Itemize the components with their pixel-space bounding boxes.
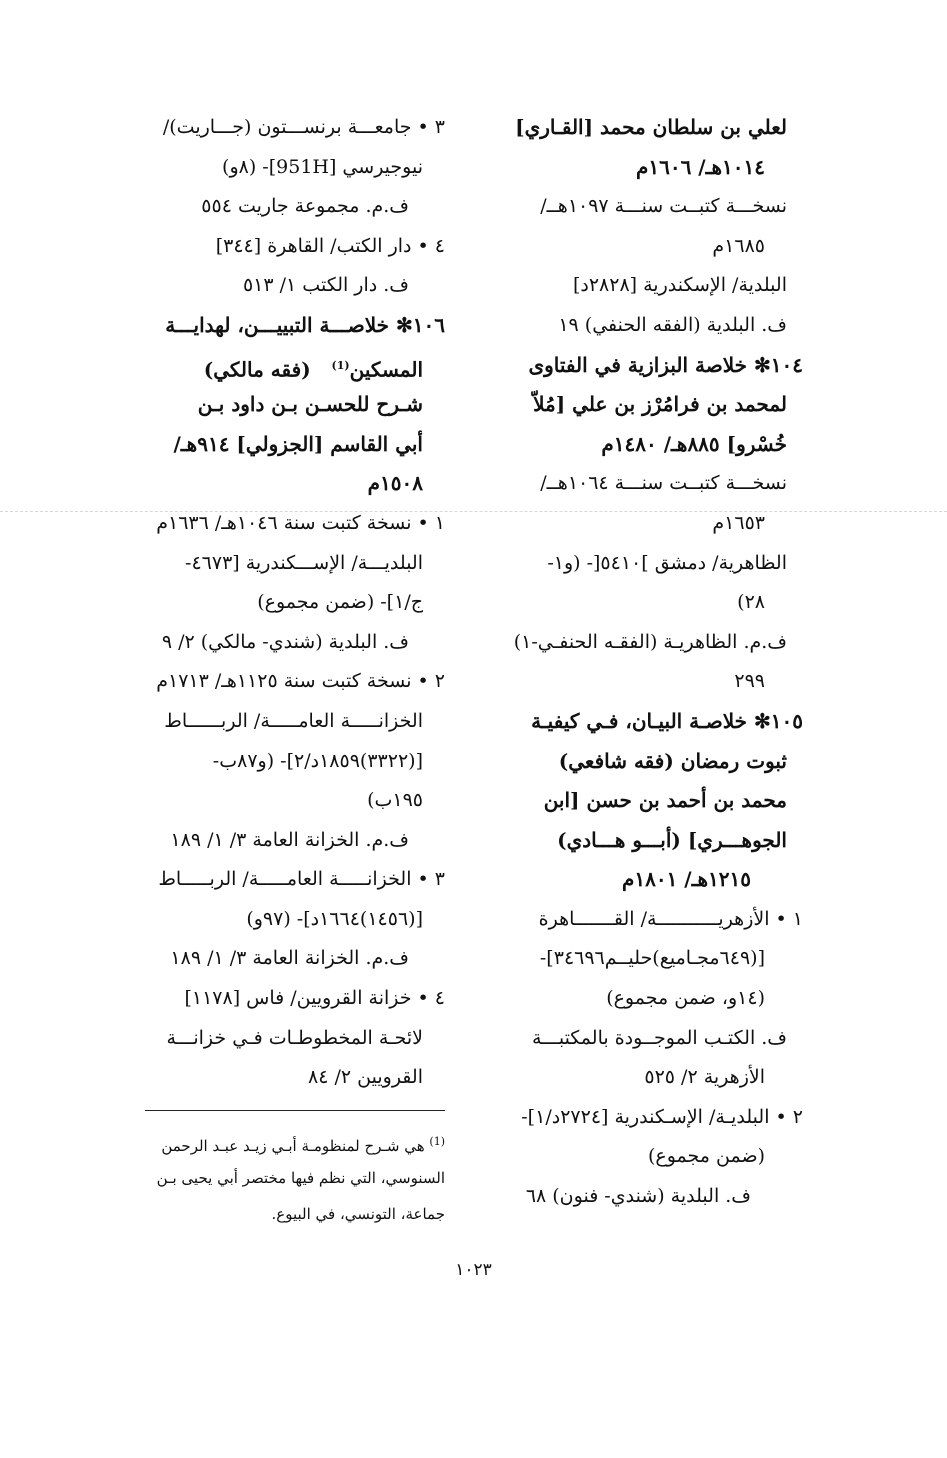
left-column-line: المسكين$^{(1)}$ (فقه مالكي)	[203, 357, 423, 382]
left-column-line: لائحـة المخطوطـات فـي خزانـــة	[166, 1026, 423, 1049]
left-column-line: ٤ • دار الكتب/ القاهرة [٣٤٤]	[215, 234, 445, 257]
left-column	[107, 108, 445, 1098]
right-column-line: ف.م. الظاهريـة (الفقـه الحنفـي-١)	[513, 630, 787, 653]
left-column-line: [(١٤٥٦)١٦٦٤د]- (٩٧و)	[246, 907, 423, 930]
left-column-line: ٣ • الخزانـــــة العامـــــة/ الربـــــاط	[158, 868, 445, 891]
right-column-line: ١٠٤✻ خلاصة البزازية في الفتاوى	[528, 352, 803, 377]
footnote-line-3: جماعة، التونسي، في البيوع.	[271, 1205, 445, 1223]
right-column-line: الظاهرية/ دمشق ]٥٤١٠[- (و١-	[547, 551, 787, 574]
left-column-line: ف. دار الكتب ١/ ٥١٣	[242, 274, 409, 297]
right-column-line: ١٠١٤هـ/ ١٦٠٦م	[635, 154, 765, 179]
footnote-separator	[145, 1110, 445, 1111]
left-column-line: الخزانـــــة العامـــــة/ الربــــــاط	[164, 709, 423, 732]
footnote-line-2: السنوسي، التي نظم فيها مختصر أبي يحيى بـن	[156, 1169, 445, 1187]
left-column-line: البلديـــة/ الإســـكندرية [٤٦٧٣-	[185, 551, 423, 574]
right-column-line: ف. البلدية (شندي- فنون) ٦٨	[525, 1185, 751, 1208]
left-column-line: ٤ • خزانة القرويين/ فاس [١١٧٨]	[184, 987, 445, 1010]
right-column-line: الجوهـــري] (أبـــو هـــادي)	[557, 827, 787, 852]
left-column-line: شـرح للحسـن بـن داود بـن	[197, 392, 423, 417]
left-column-line: ج/١]- (ضمن مجموع)	[257, 591, 423, 614]
footnote-line-1: $^{(1)}$ هي شـرح لمنظومـة أبـي زيـد عبـد الرحمن	[161, 1135, 445, 1155]
left-column-line: ف. البلدية (شندي- مالكي) ٢/ ٩	[161, 630, 409, 653]
right-column-line: نسخـــة كتبــت سنـــة ١٠٩٧هــ/	[540, 195, 787, 218]
left-column-line: نيوجيرسي [951H]- (٨و)	[222, 155, 423, 178]
footnote-reference: (1)	[331, 358, 350, 372]
right-column-line: ف. الكتـب الموجــودة بالمكتبـــة	[531, 1026, 787, 1049]
left-column-line: ف.م. الخزانة العامة ٣/ ١/ ١٨٩	[170, 828, 409, 851]
right-column-line: ١٦٨٥م	[712, 234, 765, 257]
right-column-line: خُسْرو] ٨٨٥هـ/ ١٤٨٠م	[601, 431, 787, 456]
right-column-line: ف. البلدية (الفقه الحنفي) ١٩	[558, 313, 787, 336]
left-column-line: ٢ • نسخة كتبت سنة ١١٢٥هـ/ ١٧١٣م	[156, 670, 445, 693]
left-column-line: [(٣٣٢٢)١٨٥٩د/٢]- (و٨٧ب-	[212, 749, 423, 772]
left-column-line: ف.م. الخزانة العامة ٣/ ١/ ١٨٩	[170, 947, 409, 970]
right-column-line: الأزهرية ٢/ ٥٢٥	[644, 1066, 765, 1089]
right-column-line: ٢٩٩	[734, 670, 765, 693]
right-column-line: ٢٨)	[737, 591, 765, 614]
footnote	[107, 1124, 445, 1232]
left-column-line: ٣ • جامعـــة برنســـتون (جـــاريت)/	[162, 116, 445, 138]
right-column-line: [(٦٤٩مجـاميع)حليــم٣٤٦٩٦]-	[539, 947, 765, 970]
left-column-line: ف.م. مجموعة جاريت ٥٥٤	[201, 195, 409, 218]
right-column-line: ١٦٥٣م	[712, 511, 765, 534]
left-column-line: القرويين ٢/ ٨٤	[308, 1066, 423, 1089]
left-column-line: ١ • نسخة كتبت سنة ١٠٤٦هـ/ ١٦٣٦م	[156, 511, 445, 534]
right-column-line: لعلي بن سلطان محمد [القـاري]	[515, 115, 787, 139]
right-column-line: نسخـــة كتبــت سنـــة ١٠٦٤هــ/	[540, 472, 787, 495]
right-column-line: (ضمن مجموع)	[647, 1145, 765, 1168]
left-column-line: ١٩٥ب)	[367, 789, 423, 812]
right-column-line: لمحمد بن فرامُرْز بن علي [مُلاّ	[533, 392, 787, 417]
right-column-line: ١٠٥✻ خلاصـة البيـان، فـي كيفيـة	[531, 708, 803, 733]
footnote-marker: (1)	[429, 1135, 445, 1148]
left-column-line: ١٥٠٨م	[367, 471, 423, 496]
right-column-line: ١٢١٥هـ/ ١٨٠١م	[621, 867, 751, 892]
right-column-line: محمد بن أحمد بن حسن [ابن	[543, 788, 787, 813]
page-number: ١٠٢٣	[455, 1260, 492, 1280]
right-column-line: البلدية/ الإسكندرية [٢٨٢٨د]	[572, 274, 787, 297]
right-column-line: ٢ • البلديـة/ الإسـكندرية [٢٧٢٤د/١]-	[521, 1105, 803, 1128]
left-column-line: ١٠٦✻ خلاصـــة التبييـــن، لهدايـــة	[165, 312, 445, 337]
right-column-line: ١ • الأزهريـــــــــــة/ القـــــــاهرة	[538, 907, 803, 930]
right-column-line: ثبوت رمضان (فقه شافعي)	[558, 748, 787, 773]
left-column-line: أبي القاسم [الجزولي] ٩١٤هـ/	[173, 431, 423, 456]
right-column	[442, 108, 803, 1217]
right-column-line: (١٤و، ضمن مجموع)	[606, 987, 765, 1010]
